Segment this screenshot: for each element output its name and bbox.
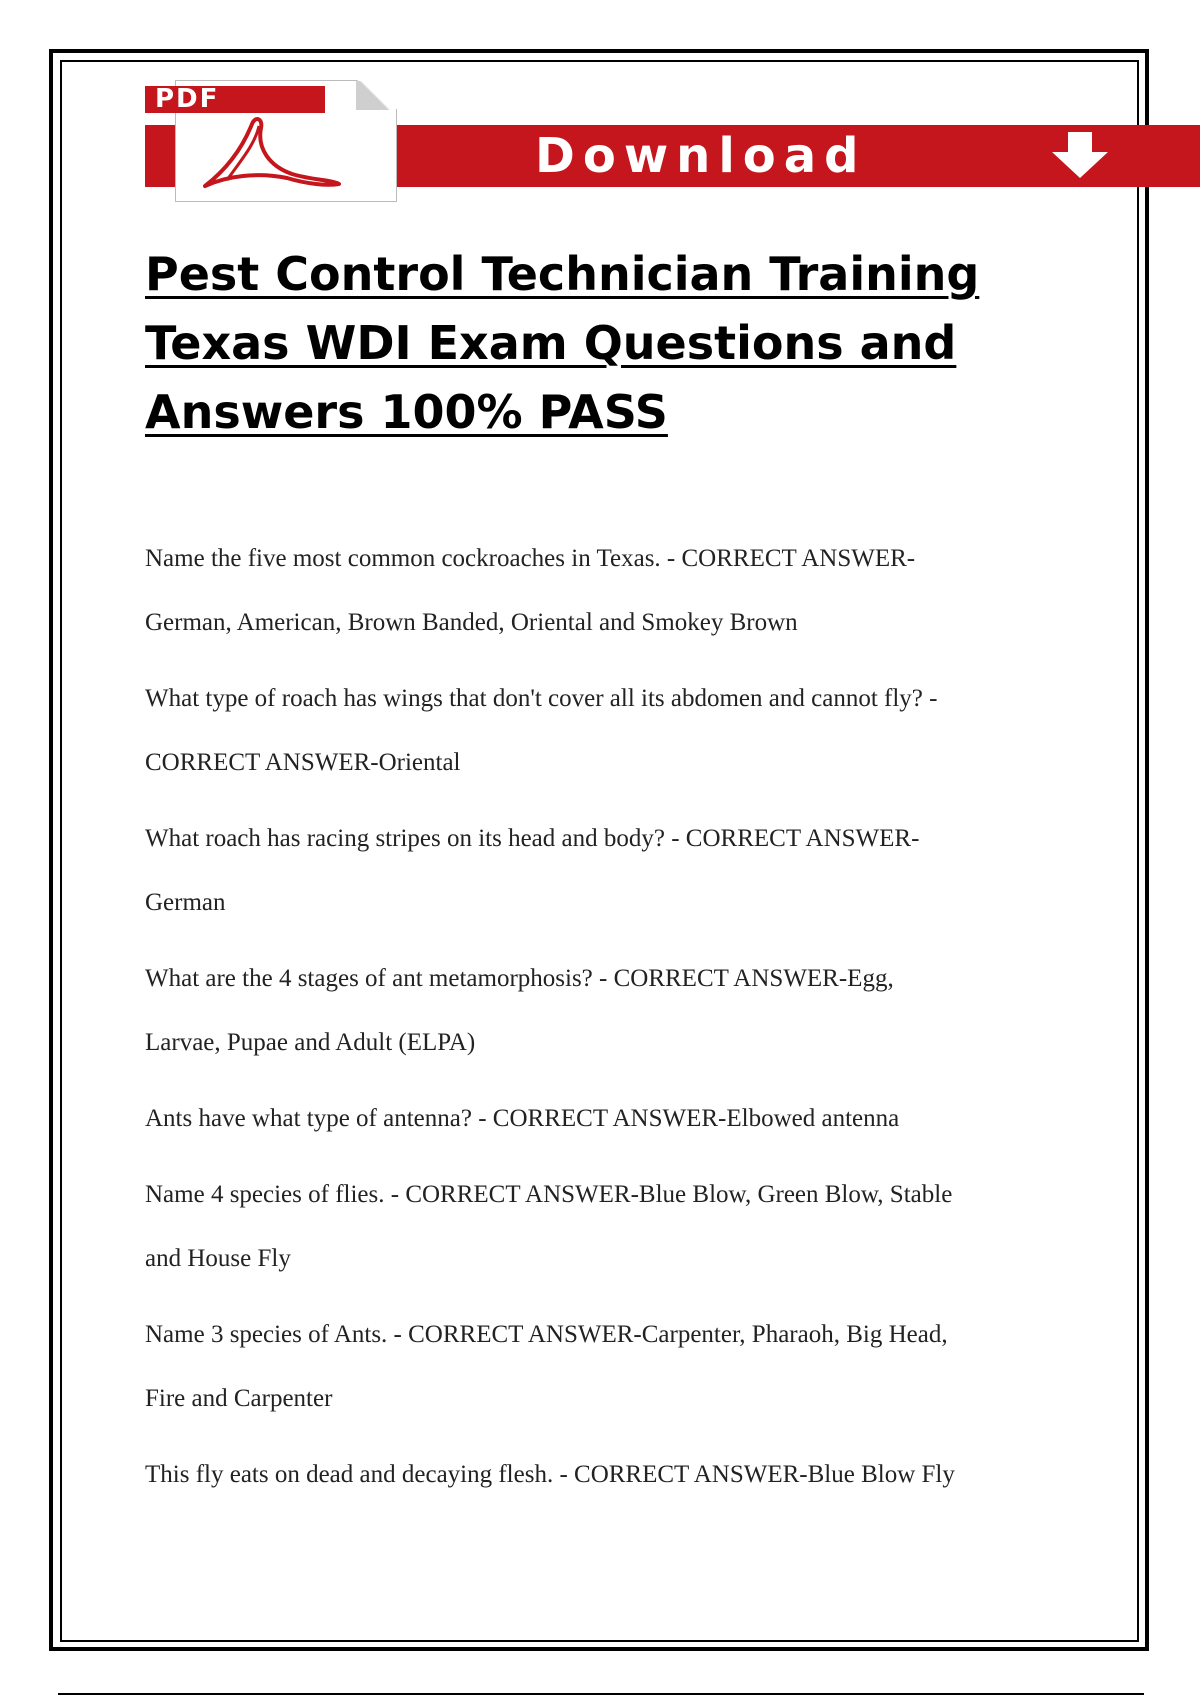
qa-text-line: This fly eats on dead and decaying flesh. - CORRECT ANSWER-Blue Blow Fly	[145, 1461, 955, 1488]
qa-text-line: and House Fly	[145, 1245, 291, 1272]
title-line: Pest Control Technician Training	[145, 247, 980, 301]
qa-text-line: Ants have what type of antenna? - CORRECT ANSWER-Elbowed antenna	[145, 1105, 900, 1132]
download-arrow-icon	[1050, 132, 1110, 180]
qa-item	[145, 527, 1045, 655]
qa-text-line: Name the five most common cockroaches in Texas. - CORRECT ANSWER-	[145, 545, 916, 572]
qa-list	[145, 527, 1045, 1519]
title-line: Answers 100% PASS	[145, 385, 668, 439]
qa-text-line: CORRECT ANSWER-Oriental	[145, 749, 461, 776]
qa-text-line: What are the 4 stages of ant metamorphosis? - CORRECT ANSWER-Egg,	[145, 965, 894, 992]
qa-text-line: German	[145, 889, 226, 916]
download-label: Download	[535, 128, 867, 184]
qa-text-line: What roach has racing stripes on its head and body? - CORRECT ANSWER-	[145, 825, 920, 852]
qa-item	[145, 947, 1045, 1075]
acrobat-logo-icon	[197, 114, 347, 194]
qa-text-line: German, American, Brown Banded, Oriental and Smokey Brown	[145, 609, 798, 636]
qa-text-line: Larvae, Pupae and Adult (ELPA)	[145, 1029, 476, 1056]
pdf-label: PDF	[145, 86, 325, 113]
title-line: Texas WDI Exam Questions and	[145, 316, 957, 370]
qa-text-line: What type of roach has wings that don't cover all its abdomen and cannot fly? -	[145, 685, 938, 712]
qa-item	[145, 807, 1045, 935]
qa-item	[145, 1303, 1045, 1431]
qa-text-line: Fire and Carpenter	[145, 1385, 333, 1412]
qa-item	[145, 1163, 1045, 1291]
qa-text-line: Name 4 species of flies. - CORRECT ANSWER-Blue Blow, Green Blow, Stable	[145, 1181, 953, 1208]
footer-rule	[58, 1693, 1144, 1695]
qa-text-line: Name 3 species of Ants. - CORRECT ANSWER-Carpenter, Pharaoh, Big Head,	[145, 1321, 948, 1348]
document-title	[145, 240, 1045, 447]
qa-item	[145, 667, 1045, 795]
page-fold-icon	[356, 81, 394, 110]
pdf-download-banner[interactable]	[145, 80, 1200, 205]
qa-item	[145, 1443, 1045, 1507]
qa-item	[145, 1087, 1045, 1151]
